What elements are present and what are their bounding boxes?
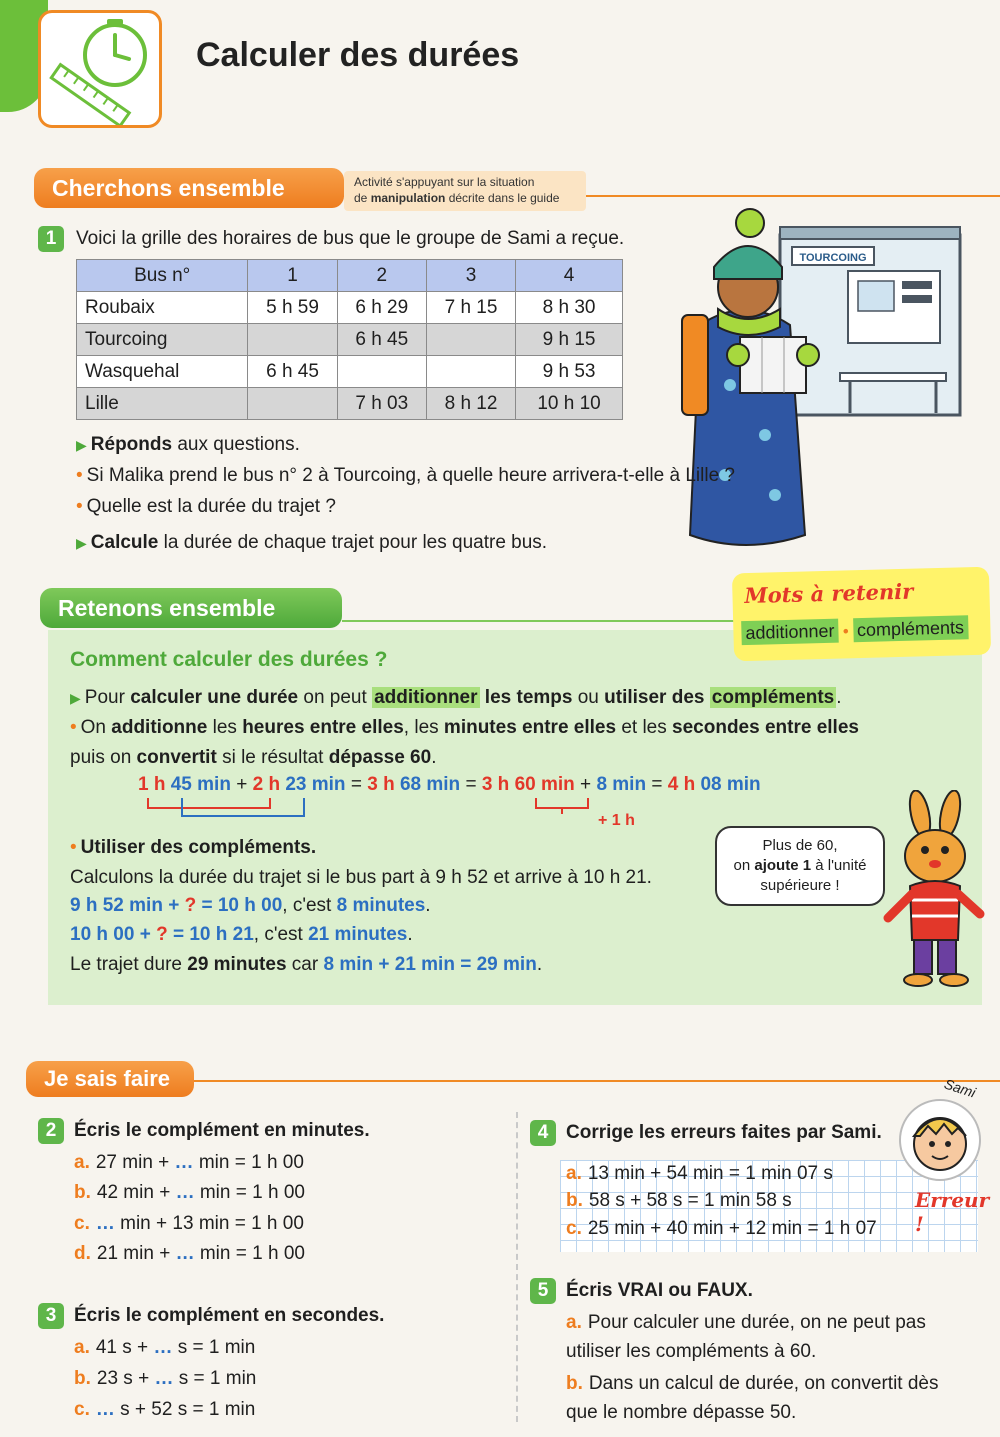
- answer-blank: …: [154, 1368, 174, 1389]
- rule-text: dépasse 60: [328, 747, 432, 768]
- calc-term: 45 min: [170, 774, 231, 795]
- calc-operator: +: [580, 774, 592, 795]
- rule-text: ou: [572, 687, 605, 708]
- item-letter: b.: [566, 1373, 583, 1394]
- calc-term: 8 min: [596, 774, 647, 795]
- timetable-cell: [337, 356, 426, 388]
- timetable-cell: [426, 324, 515, 356]
- jesais-rule: [190, 1080, 1000, 1082]
- mot-separator: •: [842, 623, 849, 641]
- step-result: 29 minutes: [187, 954, 287, 975]
- rule-text: heures entre elles: [242, 717, 404, 738]
- rule-text: utiliser des: [604, 687, 710, 708]
- step-text: car: [286, 954, 324, 975]
- rule-text: calculer une durée: [130, 687, 299, 708]
- bubble-text: à l'unité: [811, 857, 867, 874]
- mots-a-retenir-box: [732, 567, 991, 662]
- question-2: [76, 495, 336, 519]
- complements-step-2: [70, 923, 413, 947]
- calc-term: 08 min: [700, 774, 761, 795]
- exercise-1-intro: Voici la grille des horaires de bus que le groupe de Sami a reçue.: [76, 228, 625, 249]
- item-text: 42 min +: [96, 1182, 176, 1203]
- timetable-cell: 7 h 03: [337, 388, 426, 420]
- rule-text: les: [207, 717, 243, 738]
- step-text: .: [407, 924, 413, 945]
- exercise-5-item-b-line2: que le nombre dépasse 50.: [566, 1402, 797, 1423]
- answer-blank: …: [95, 1399, 115, 1420]
- item-letter: a.: [566, 1312, 582, 1333]
- item-text: 13 min + 54 min = 1 min 07 s: [587, 1163, 833, 1184]
- rule-line-3: [70, 746, 436, 770]
- mots-title: Mots à retenir: [744, 578, 914, 609]
- answer-blank: …: [175, 1182, 195, 1203]
- exercise-2-item-b: [74, 1181, 305, 1205]
- item-text: 25 min + 40 min + 12 min = 1 h 07: [587, 1218, 877, 1239]
- step-result: 21 minutes: [308, 924, 408, 945]
- bubble-line: supérieure !: [760, 877, 840, 894]
- item-text: Pour calculer une durée, on ne peut pas: [587, 1312, 926, 1333]
- jesais-banner-label: Je sais faire: [44, 1066, 170, 1091]
- exercise-4-item-a: [566, 1162, 833, 1186]
- step-result: 29 min: [476, 954, 537, 975]
- complements-step-1: [70, 894, 431, 918]
- carry-label: [598, 812, 635, 830]
- item-text: min = 1 h 00: [194, 1243, 305, 1264]
- calc-term: 1 h: [138, 774, 166, 795]
- exercise-2-item-c: [74, 1212, 304, 1236]
- exercise-1-badge: 1: [38, 226, 64, 252]
- cherchons-banner: [34, 168, 344, 208]
- exercise-4-badge: 4: [530, 1120, 556, 1146]
- timetable-cell: 7 h 15: [426, 292, 515, 324]
- cherchons-banner-label: Cherchons ensemble: [52, 174, 285, 201]
- rule-text: minutes entre elles: [443, 717, 617, 738]
- timetable-cell: 9 h 53: [516, 356, 623, 388]
- erreur-label: Erreur !: [915, 1188, 990, 1236]
- guide-note-line1: Activité s'appuyant sur la situation: [354, 175, 535, 189]
- timetable-header-row: [77, 260, 623, 292]
- timetable-stop: Lille: [77, 388, 248, 420]
- exercise-2-item-a: [74, 1151, 304, 1175]
- exercise-3-item-b: [74, 1367, 256, 1391]
- instruction-calcule: [76, 531, 547, 555]
- item-text: min + 13 min = 1 h 00: [114, 1213, 304, 1234]
- guide-note: [344, 171, 586, 211]
- step-term: 10 h 21: [189, 924, 254, 945]
- timetable-cell: 6 h 29: [337, 292, 426, 324]
- rule-text: Pour: [84, 687, 131, 708]
- table-row: [77, 292, 623, 324]
- exercise-5-item-a-line1: [566, 1311, 926, 1335]
- reponds-bold: Réponds: [90, 434, 173, 455]
- exercise-4-item-c: [566, 1217, 877, 1241]
- mot-complements: compléments: [853, 615, 969, 642]
- bullet-icon: •: [76, 465, 83, 486]
- step-term: 10 h 00: [70, 924, 135, 945]
- exercise-2-badge: 2: [38, 1118, 64, 1144]
- exercise-5-badge: 5: [530, 1278, 556, 1304]
- timetable-cell: 6 h 45: [337, 324, 426, 356]
- worked-calculation: [138, 773, 761, 797]
- exercise-5-item-a-line2: utiliser les compléments à 60.: [566, 1341, 817, 1362]
- calc-term: 68 min: [399, 774, 461, 795]
- exercise-2-title: Écris le complément en minutes.: [74, 1120, 370, 1141]
- rule-text: puis on: [70, 747, 137, 768]
- sami-label: Sami: [942, 1075, 978, 1101]
- exercise-3-item-a: [74, 1336, 255, 1360]
- clock-ruler-icon: [41, 13, 159, 125]
- item-letter: b.: [74, 1368, 91, 1389]
- step-text: , c'est: [253, 924, 309, 945]
- exercise-4-title: Corrige les erreurs faites par Sami.: [566, 1122, 882, 1143]
- timetable-cell: 9 h 15: [516, 324, 623, 356]
- step-text: .: [536, 954, 543, 975]
- complements-intro: Calculons la durée du trajet si le bus part à 9 h 52 et arrive à 10 h 21.: [70, 867, 652, 888]
- bus-stop-sign: TOURCOING: [799, 252, 867, 264]
- calc-operator: +: [236, 774, 248, 795]
- item-letter: d.: [74, 1243, 91, 1264]
- step-text: .: [425, 895, 431, 916]
- exercise-3-title: Écris le complément en secondes.: [74, 1305, 385, 1326]
- rule-text: additionne: [111, 717, 208, 738]
- calc-term: 23 min: [285, 774, 346, 795]
- item-letter: b.: [566, 1190, 583, 1211]
- item-text: s = 1 min: [173, 1368, 257, 1389]
- rule-text: et les: [616, 717, 673, 738]
- item-text: 41 s +: [95, 1337, 154, 1358]
- arrow-right-icon: ▶: [76, 535, 87, 551]
- step-unknown: ?: [156, 924, 168, 945]
- answer-blank: …: [175, 1243, 195, 1264]
- timetable-cell: 8 h 30: [516, 292, 623, 324]
- calcule-rest: la durée de chaque trajet pour les quatre bus.: [158, 532, 548, 553]
- answer-blank: …: [95, 1213, 115, 1234]
- timetable-header-cell: 2: [337, 260, 426, 292]
- instruction-reponds: [76, 433, 300, 457]
- item-letter: a.: [566, 1163, 582, 1184]
- step-term: 8 min: [323, 954, 374, 975]
- step-operator: =: [196, 895, 218, 916]
- timetable-stop: Wasquehal: [77, 356, 248, 388]
- calc-operator: =: [350, 774, 362, 795]
- item-text: 23 s +: [96, 1368, 155, 1389]
- calc-operator: =: [651, 774, 663, 795]
- calc-term: 2 h: [252, 774, 281, 795]
- item-letter: a.: [74, 1152, 90, 1173]
- question-1: [76, 464, 735, 488]
- item-text: min = 1 h 00: [194, 1182, 305, 1203]
- bullet-icon: •: [70, 717, 77, 738]
- step-text: , c'est: [282, 895, 337, 916]
- rule-text: on peut: [298, 687, 373, 708]
- rule-text: si le résultat: [216, 747, 329, 768]
- rule-text: secondes entre elles: [672, 717, 859, 738]
- page-title: Calculer des durées: [196, 36, 520, 74]
- retenons-heading: Comment calculer des durées ?: [70, 648, 388, 671]
- item-text: 27 min +: [95, 1152, 175, 1173]
- reponds-rest: aux questions.: [172, 434, 300, 455]
- guide-note-suffix: décrite dans le guide: [445, 191, 560, 205]
- complements-conclusion: [70, 953, 542, 977]
- timetable-cell: 8 h 12: [426, 388, 515, 420]
- jesais-banner: [26, 1061, 194, 1097]
- rule-text: les temps: [479, 687, 573, 708]
- mots-list: [741, 617, 968, 644]
- bus-stop-illustration: [670, 205, 990, 570]
- guide-note-line2: [354, 190, 576, 206]
- timetable-cell: [426, 356, 515, 388]
- rule-line-1: [70, 686, 842, 710]
- arrow-right-icon: ▶: [76, 437, 87, 453]
- exercise-5-title: Écris VRAI ou FAUX.: [566, 1280, 753, 1301]
- item-letter: a.: [74, 1337, 90, 1358]
- answer-blank: …: [174, 1152, 194, 1173]
- timetable-cell: 10 h 10: [516, 388, 623, 420]
- step-term: 9 h 52 min: [70, 895, 163, 916]
- rabbit-speech-bubble: [715, 826, 885, 906]
- retenons-banner: [40, 588, 342, 628]
- carry-text: + 1 h: [598, 812, 635, 829]
- sami-avatar: [898, 1098, 982, 1182]
- rule-highlight: additionner: [374, 687, 478, 708]
- mot-additionner: additionner: [741, 619, 839, 646]
- item-text: min = 1 h 00: [193, 1152, 304, 1173]
- step-result: 8 minutes: [336, 895, 426, 916]
- bubble-text: on: [733, 857, 755, 874]
- calc-term: 3 h: [367, 774, 395, 795]
- bullet-icon: •: [70, 837, 77, 858]
- calc-operator: =: [465, 774, 477, 795]
- bubble-line: Plus de 60,: [762, 837, 838, 854]
- chapter-logo: [38, 10, 162, 128]
- rule-text: On: [80, 717, 112, 738]
- timetable-header-cell: Bus n°: [77, 260, 248, 292]
- item-letter: b.: [74, 1182, 91, 1203]
- item-text: Dans un calcul de durée, on convertit dès: [588, 1373, 939, 1394]
- exercise-2-item-d: [74, 1242, 305, 1266]
- calcule-bold: Calcule: [90, 532, 159, 553]
- item-letter: c.: [566, 1218, 582, 1239]
- timetable-header-cell: 3: [426, 260, 515, 292]
- table-row: [77, 356, 623, 388]
- question-1-text: Si Malika prend le bus n° 2 à Tourcoing, à quelle heure arrivera-t-elle à Lille ?: [86, 465, 735, 486]
- complements-title-text: Utiliser des compléments.: [80, 837, 317, 858]
- timetable-stop: Roubaix: [77, 292, 248, 324]
- timetable-header-cell: 1: [248, 260, 337, 292]
- calc-grouping-brackets: [140, 796, 660, 824]
- step-text: Le trajet dure: [70, 954, 188, 975]
- retenons-banner-label: Retenons ensemble: [58, 594, 276, 621]
- item-letter: c.: [74, 1399, 90, 1420]
- exercise-3-item-c: [74, 1398, 255, 1422]
- timetable-cell: 5 h 59: [248, 292, 337, 324]
- timetable-header-cell: 4: [516, 260, 623, 292]
- item-text: 21 min +: [96, 1243, 176, 1264]
- table-row: [77, 388, 623, 420]
- calc-term: 4 h: [667, 774, 696, 795]
- step-operator: +: [134, 924, 157, 945]
- calc-term: 60 min: [514, 774, 575, 795]
- step-term: 21 min: [394, 954, 455, 975]
- step-unknown: ?: [184, 895, 197, 916]
- rule-line-2: [70, 716, 859, 740]
- timetable-cell: [248, 388, 337, 420]
- bullet-icon: •: [76, 496, 83, 517]
- step-operator: +: [373, 954, 395, 975]
- step-operator: =: [167, 924, 190, 945]
- column-separator: [516, 1112, 518, 1422]
- complements-title: [70, 836, 316, 860]
- item-letter: c.: [74, 1213, 90, 1234]
- exercise-3-badge: 3: [38, 1303, 64, 1329]
- timetable-cell: 6 h 45: [248, 356, 337, 388]
- rabbit-mascot-illustration: [880, 790, 990, 990]
- step-term: 10 h 00: [217, 895, 283, 916]
- exercise-4-item-b: [566, 1189, 792, 1213]
- guide-note-prefix: de: [354, 191, 371, 205]
- item-text: s + 52 s = 1 min: [114, 1399, 256, 1420]
- exercise-5-item-b-line1: [566, 1372, 939, 1396]
- answer-blank: …: [153, 1337, 173, 1358]
- step-operator: +: [162, 895, 185, 916]
- question-2-text: Quelle est la durée du trajet ?: [86, 496, 336, 517]
- bubble-bold: ajoute 1: [754, 857, 812, 874]
- rule-highlight: compléments: [711, 687, 835, 708]
- step-operator: =: [454, 954, 477, 975]
- timetable-cell: [248, 324, 337, 356]
- arrow-right-icon: ▶: [70, 690, 81, 706]
- rule-text: .: [836, 687, 842, 708]
- rule-text: .: [431, 747, 437, 768]
- bubble-line: [717, 856, 883, 876]
- bus-timetable: [76, 259, 623, 420]
- guide-note-bold: manipulation: [370, 191, 446, 205]
- timetable-stop: Tourcoing: [77, 324, 248, 356]
- item-text: s = 1 min: [172, 1337, 256, 1358]
- rule-text: , les: [403, 717, 444, 738]
- rule-text: convertit: [136, 747, 217, 768]
- calc-term: 3 h: [481, 774, 510, 795]
- item-text: 58 s + 58 s = 1 min 58 s: [588, 1190, 792, 1211]
- table-row: [77, 324, 623, 356]
